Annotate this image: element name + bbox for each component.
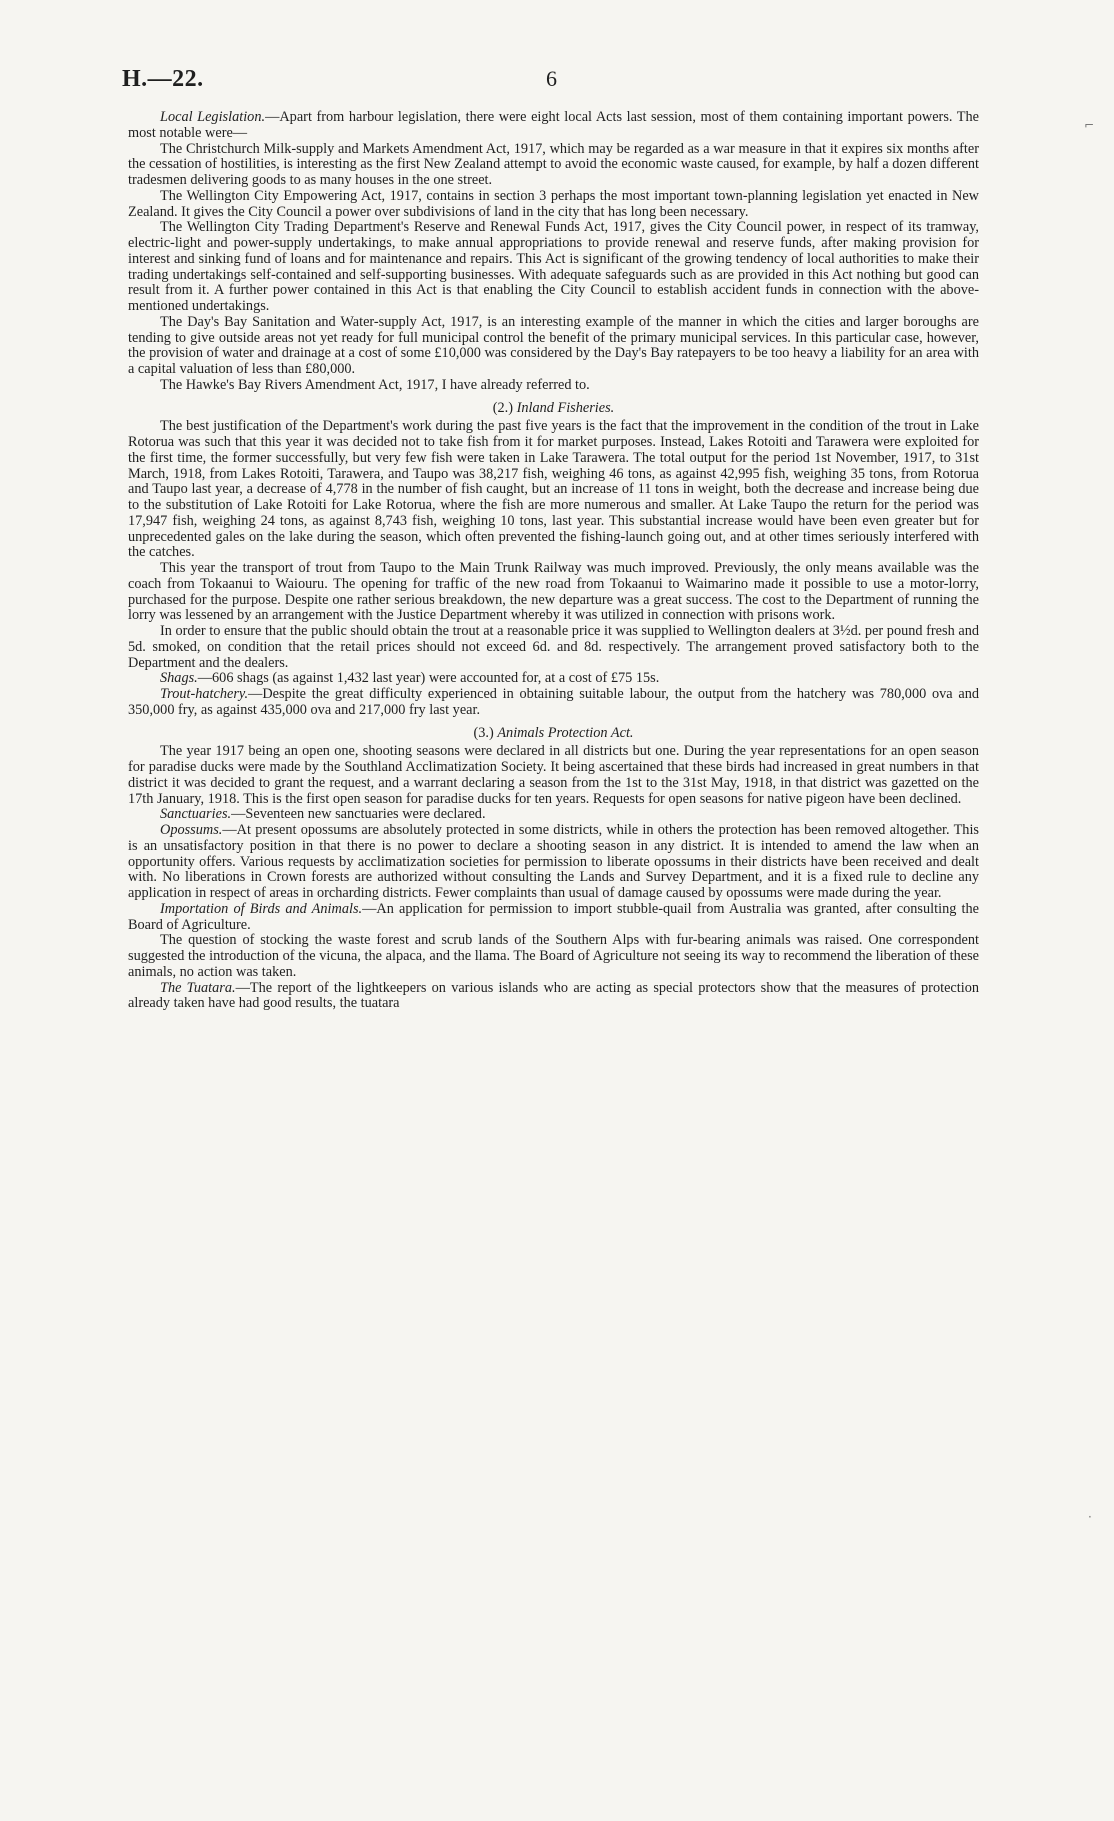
paragraph: The Hawke's Bay Rivers Amendment Act, 1917, I have already referred to.: [160, 376, 590, 393]
section-heading: (3.) Animals Protection Act.: [473, 724, 634, 741]
paragraph: The year 1917 being an open one, shooting seasons were declared in all districts but one. During the year representations for an open season for paradise ducks were made by the Southland Acclimatization Society. It being ascertained that these birds had increased in great numbers in that district it was decided to grant the request, and a warrant declaring a season from the 1st to the 31st May, 1918, in that district was gazetted on the 17th January, 1918. This is the first open season for paradise ducks for ten years. Requests for open seasons for native pigeon have been declined.: [128, 743, 979, 807]
paragraph: Opossums.—At present opossums are absolutely protected in some districts, while in others the protection has been removed altogether. This is an unsatisfactory position in that there is no power to declare a shooting season in any district. It is intended to amend the law when an opportunity offers. Various requests by acclimatization societies for permission to liberate opossums in their districts have been received and dealt with. No liberations in Crown forests are authorized without consulting the Lands and Survey Department, and it is a fixed rule to decline any application in respect of areas in orcharding districts. Fewer complaints than usual of damage caused by opossums were made during the year.: [128, 822, 979, 901]
paragraph: Local Legislation.—Apart from harbour legislation, there were eight local Acts last session, most of them containing important powers. The most notable were—: [128, 109, 979, 141]
paragraph: In order to ensure that the public should obtain the trout at a reasonable price it was supplied to Wellington dealers at 3½d. per pound fresh and 5d. smoked, on condition that the retail prices should not exceed 6d. and 8d. respectively. The arrangement proved satisfactory both to the Department and the dealers.: [128, 623, 979, 671]
page-number: 6: [546, 66, 557, 91]
paragraph: The Christchurch Milk-supply and Markets Amendment Act, 1917, which may be regarded as a war measure in that it expires six months after the cessation of hostilities, is interesting as the first New Zealand attempt to avoid the economic waste caused, for example, by half a dozen different tradesmen delivering goods to as many houses in the one street.: [128, 140, 979, 188]
body-text: [128, 110, 979, 1012]
margin-dot-icon: ·: [1088, 1510, 1092, 1524]
page-header: [122, 66, 1054, 94]
paragraph: The Wellington City Trading Department's Reserve and Renewal Funds Act, 1917, gives the City Council power, in respect of its tramway, electric-light and power-supply undertakings, to make annual appropriations to provide renewal and reserve funds, after making provision for interest and sinking fund of loans and for maintenance and repairs. This Act is significant of the growing tendency of local authorities to make their trading undertakings self-contained and self-supporting businesses. With adequate safeguards such as are provided in this Act nothing but good can result from it. A further power contained in this Act is that enabling the City Council to establish accident funds in connection with the above-mentioned undertakings.: [128, 219, 979, 314]
paragraph: Sanctuaries.—Seventeen new sanctuaries were declared.: [160, 806, 486, 823]
paragraph: Shags.—606 shags (as against 1,432 last year) were accounted for, at a cost of £75 15s.: [160, 670, 660, 687]
document-reference: H.—22.: [122, 66, 204, 92]
paragraph: Trout-hatchery.—Despite the great difficulty experienced in obtaining suitable labour, the output from the hatchery was 780,000 ova and 350,000 fry, as against 435,000 ova and 217,000 fry last year.: [128, 686, 979, 718]
paragraph: The Wellington City Empowering Act, 1917, contains in section 3 perhaps the most important town-planning legislation yet enacted in New Zealand. It gives the City Council a power over subdivisions of land in the city that has long been necessary.: [128, 187, 979, 220]
section-heading: (2.) Inland Fisheries.: [492, 399, 615, 416]
paragraph: The question of stocking the waste forest and scrub lands of the Southern Alps with fur-bearing animals was raised. One correspondent suggested the introduction of the vicuna, the alpaca, and the llama. The Board of Agriculture not seeing its way to recommend the liberation of these animals, no action was taken.: [128, 932, 979, 980]
paragraph: Importation of Birds and Animals.—An application for permission to import stubble-quail from Australia was granted, after consulting the Board of Agriculture.: [128, 900, 979, 933]
paragraph: This year the transport of trout from Taupo to the Main Trunk Railway was much improved. Previously, the only means available was the coach from Tokaanui to Waiouru. The opening for traffic of the new road from Tokaanui to Waimarino made it possible to use a motor-lorry, purchased for the purpose. Despite one rather serious breakdown, the new departure was a great success. The cost to the Department of running the lorry was lessened by an arrangement with the Justice Department whereby it was utilized in connection with prisons work.: [128, 560, 979, 624]
paragraph: The Day's Bay Sanitation and Water-supply Act, 1917, is an interesting example of the manner in which the cities and larger boroughs are tending to give outside areas not yet ready for full municipal control the benefit of the primary municipal services. In this particular case, however, the provision of water and drainage at a cost of some £10,000 was considered by the Day's Bay ratepayers to be too heavy a liability for an area with a capital valuation of less than £80,000.: [128, 313, 979, 377]
margin-mark-icon: ⌐: [1084, 118, 1095, 132]
paragraph: The best justification of the Department's work during the past five years is the fact that the improvement in the condition of the trout in Lake Rotorua was such that this year it was decided not to take fish from it for market purposes. Instead, Lakes Rotoiti and Tarawera were exploited for the first time, the former successfully, but very few fish were taken in Lake Tarawera. The total output for the period 1st November, 1917, to 31st March, 1918, from Lakes Rotoiti, Tarawera, and Taupo was 38,217 fish, weighing 46 tons, as against 42,995 fish, weighing 35 tons, from Rotorua and Taupo last year, a decrease of 4,778 in the number of fish caught, but an increase of 11 tons in weight, both the decrease and increase being due to the substitution of Lake Rotoiti for Lake Rotorua, where the fish are more numerous and smaller. At Lake Taupo the return for the period was 17,947 fish, weighing 24 tons, as against 8,743 fish, weighing 10 tons, last year. This substantial increase would have been even greater but for unprecedented gales on the lake during the season, which often prevented the fishing-launch going out, and at other times seriously interfered with the catches.: [128, 418, 979, 561]
paragraph: The Tuatara.—The report of the lightkeepers on various islands who are acting as special protectors show that the measures of protection already taken have had good results, the tuatara: [128, 979, 979, 1012]
